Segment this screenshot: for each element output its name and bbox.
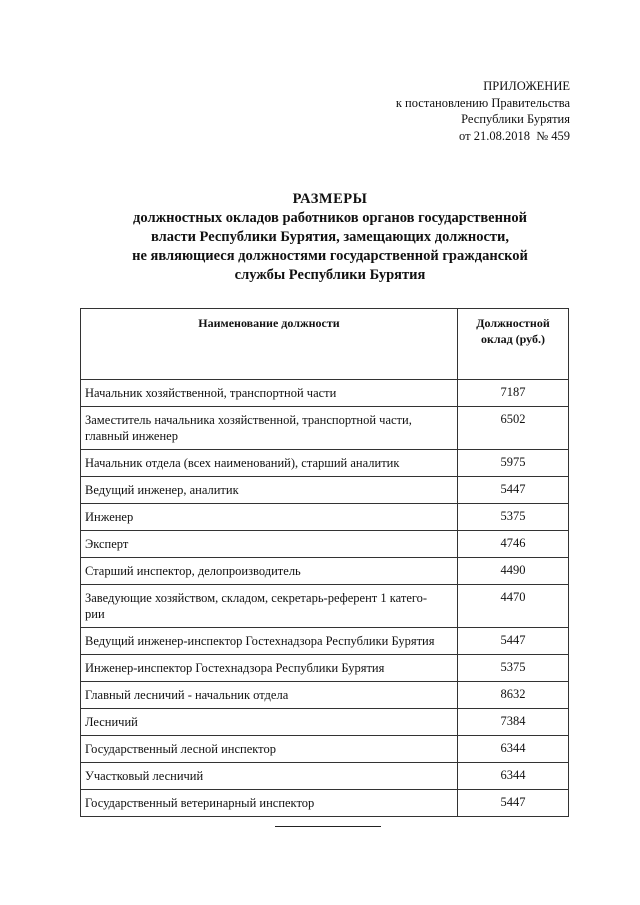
position-cell: Старший инспектор, делопроизводитель bbox=[81, 558, 458, 585]
position-cell: Главный лесничий - начальник отдела bbox=[81, 682, 458, 709]
table-row bbox=[81, 628, 569, 655]
header-salary bbox=[458, 309, 569, 380]
title-line-4: службы Республики Бурятия bbox=[234, 267, 426, 283]
header-salary-line-1: Должностной bbox=[476, 316, 550, 330]
position-cell: Начальник хозяйственной, транспортной части bbox=[81, 380, 458, 407]
position-cell: Участковый лесничий bbox=[81, 763, 458, 790]
table-row bbox=[81, 477, 569, 504]
salary-cell: 5447 bbox=[458, 477, 569, 504]
salary-cell: 7384 bbox=[458, 709, 569, 736]
title-line-1: должностных окладов работников органов государственной bbox=[133, 210, 527, 226]
position-cell: Заведующие хозяйством, складом, секретарь-референт 1 катего- рии bbox=[81, 585, 458, 628]
salary-cell: 4470 bbox=[458, 585, 569, 628]
table-row bbox=[81, 736, 569, 763]
table-row bbox=[81, 709, 569, 736]
table-row bbox=[81, 790, 569, 817]
footer-divider bbox=[275, 826, 381, 827]
salary-cell: 6502 bbox=[458, 407, 569, 450]
salary-cell: 5975 bbox=[458, 450, 569, 477]
salary-cell: 4746 bbox=[458, 531, 569, 558]
position-cell: Государственный лесной инспектор bbox=[81, 736, 458, 763]
position-cell: Эксперт bbox=[81, 531, 458, 558]
table-row bbox=[81, 585, 569, 628]
table-header-row bbox=[81, 309, 569, 380]
table-row bbox=[81, 531, 569, 558]
salary-cell: 6344 bbox=[458, 763, 569, 790]
salary-cell: 6344 bbox=[458, 736, 569, 763]
appendix-resolution-ref: к постановлению Правительства bbox=[395, 95, 570, 110]
position-cell: Заместитель начальника хозяйственной, транспортной части, главный инженер bbox=[81, 407, 458, 450]
title-main: РАЗМЕРЫ bbox=[292, 191, 368, 207]
position-cell: Ведущий инженер-инспектор Гостехнадзора Республики Бурятия bbox=[81, 628, 458, 655]
document-title bbox=[80, 190, 580, 285]
table-row bbox=[81, 558, 569, 585]
appendix-block bbox=[396, 78, 570, 144]
position-cell: Инженер-инспектор Гостехнадзора Республики Бурятия bbox=[81, 655, 458, 682]
position-cell: Государственный ветеринарный инспектор bbox=[81, 790, 458, 817]
table-row bbox=[81, 763, 569, 790]
table-row bbox=[81, 450, 569, 477]
table-row bbox=[81, 655, 569, 682]
position-cell: Инженер bbox=[81, 504, 458, 531]
salary-cell: 5447 bbox=[458, 628, 569, 655]
title-line-2: власти Республики Бурятия, замещающих должности, bbox=[151, 229, 509, 245]
position-cell: Ведущий инженер, аналитик bbox=[81, 477, 458, 504]
table-row bbox=[81, 407, 569, 450]
appendix-label: ПРИЛОЖЕНИЕ bbox=[483, 79, 570, 93]
appendix-date-number: от 21.08.2018 № 459 bbox=[459, 128, 570, 143]
salary-cell: 8632 bbox=[458, 682, 569, 709]
header-position: Наименование должности bbox=[81, 309, 458, 380]
salary-cell: 5375 bbox=[458, 504, 569, 531]
salary-table bbox=[80, 308, 569, 817]
salary-cell: 5447 bbox=[458, 790, 569, 817]
salary-cell: 7187 bbox=[458, 380, 569, 407]
table-row bbox=[81, 682, 569, 709]
position-cell: Лесничий bbox=[81, 709, 458, 736]
header-salary-line-2: оклад (руб.) bbox=[480, 332, 546, 346]
position-cell: Начальник отдела (всех наименований), старший аналитик bbox=[81, 450, 458, 477]
table-row bbox=[81, 380, 569, 407]
title-line-3: не являющиеся должностями государственной гражданской bbox=[132, 248, 528, 264]
appendix-government: Республики Бурятия bbox=[461, 112, 570, 126]
table-row bbox=[81, 504, 569, 531]
salary-cell: 4490 bbox=[458, 558, 569, 585]
salary-cell: 5375 bbox=[458, 655, 569, 682]
